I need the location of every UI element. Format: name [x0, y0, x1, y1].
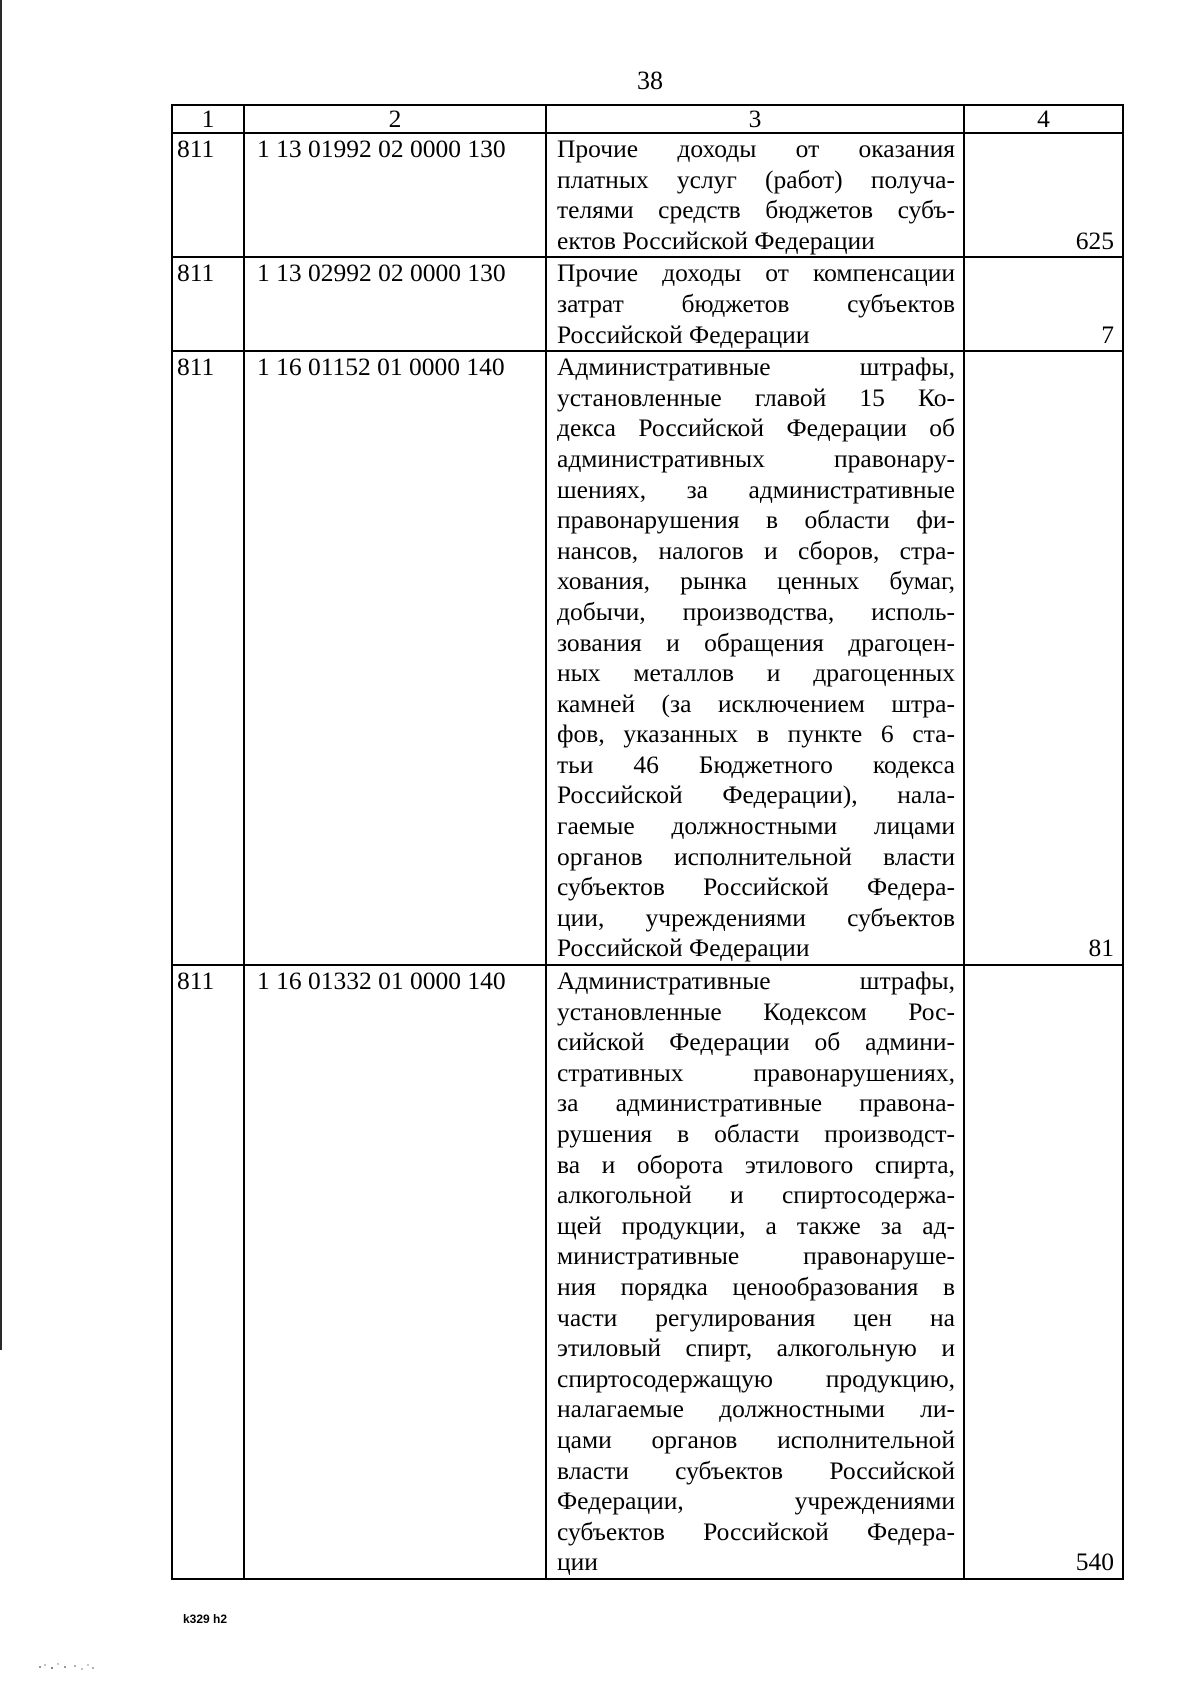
amount-cell: 81 [964, 351, 1123, 965]
revenue-table [171, 104, 1124, 1580]
description-line: сийской Федерации об админи- [557, 1027, 955, 1057]
scan-noise-marks [30, 1655, 110, 1675]
table-row [172, 133, 1123, 257]
description-line: министративные правонаруше- [557, 1241, 955, 1271]
amount-cell: 540 [964, 965, 1123, 1579]
admin-code-cell: 811 [172, 351, 244, 965]
kbk-code-cell: 1 16 01332 01 0000 140 [244, 965, 546, 1579]
description-line: камней (за исключением штра- [557, 688, 955, 718]
description-line: ции [557, 1547, 598, 1577]
scan-edge [0, 0, 2, 1350]
header-col-4: 4 [964, 105, 1123, 133]
description-line: шениях, за административные [557, 474, 955, 504]
description-line: этиловый спирт, алкогольную и [557, 1333, 955, 1363]
description-line: установленные Кодексом Рос- [557, 996, 955, 1026]
table-row [172, 351, 1123, 965]
amount-cell: 7 [964, 257, 1123, 351]
description-line: декса Российской Федерации об [557, 413, 955, 443]
description-line: Административные штрафы, [557, 966, 955, 996]
description-line: органов исполнительной власти [557, 841, 955, 871]
description-line: ции, учреждениями субъектов [557, 902, 955, 932]
description-line: цами органов исполнительной [557, 1424, 955, 1454]
description-line: телями средств бюджетов субъ- [557, 195, 955, 225]
table-body [172, 133, 1123, 1579]
description-line: платных услуг (работ) получа- [557, 164, 955, 194]
description-line: ных металлов и драгоценных [557, 658, 955, 688]
description-cell [546, 257, 964, 351]
description-line: алкогольной и спиртосодержа- [557, 1180, 955, 1210]
description-line: рушения в области производст- [557, 1119, 955, 1148]
description-line: нансов, налогов и сборов, стра- [557, 535, 955, 565]
header-col-2: 2 [244, 105, 546, 133]
admin-code-cell: 811 [172, 965, 244, 1579]
description-line: за административные правона- [557, 1088, 955, 1118]
description-line: ва и оборота этилового спирта, [557, 1149, 955, 1179]
kbk-code-cell: 1 16 01152 01 0000 140 [244, 351, 546, 965]
kbk-code-cell: 1 13 01992 02 0000 130 [244, 133, 546, 257]
description-line: ектов Российской Федерации [557, 225, 875, 255]
description-line: власти субъектов Российской [557, 1455, 955, 1485]
header-col-1: 1 [172, 105, 244, 133]
description-line: добычи, производства, исполь- [557, 596, 955, 626]
admin-code-cell: 811 [172, 133, 244, 257]
description-line: субъектов Российской Федера- [557, 1516, 955, 1546]
page-number: 38 [637, 66, 663, 95]
table-row [172, 257, 1123, 351]
description-line: Прочие доходы от компенсации [557, 258, 955, 288]
description-line: Российской Федерации [557, 933, 810, 963]
description-line: ния порядка ценообразования в [557, 1271, 955, 1301]
description-line: зования и обращения драгоцен- [557, 627, 955, 657]
description-line: Прочие доходы от оказания [557, 134, 955, 163]
kbk-code-cell: 1 13 02992 02 0000 130 [244, 257, 546, 351]
description-line: правонарушения в области фи- [557, 505, 955, 535]
description-cell [546, 133, 964, 257]
admin-code-cell: 811 [172, 257, 244, 351]
description-line: Федерации, учреждениями [557, 1486, 955, 1516]
description-line: Административные штрафы, [557, 352, 955, 382]
description-line: административных правонару- [557, 443, 955, 473]
description-line: субъектов Российской Федера- [557, 872, 955, 902]
description-cell [546, 965, 964, 1579]
description-line: фов, указанных в пункте 6 ста- [557, 719, 955, 749]
description-line: затрат бюджетов субъектов [557, 288, 955, 318]
description-line: Российской Федерации [557, 319, 810, 349]
table-header-row [172, 105, 1123, 133]
description-line: части регулирования цен на [557, 1302, 955, 1332]
footer-code: k329 h2 [183, 1612, 228, 1626]
description-cell [546, 351, 964, 965]
header-col-3: 3 [546, 105, 964, 133]
description-line: спиртосодержащую продукцию, [557, 1363, 955, 1393]
description-line: установленные главой 15 Ко- [557, 382, 955, 412]
amount-cell: 625 [964, 133, 1123, 257]
table-row [172, 965, 1123, 1579]
description-line: стративных правонарушениях, [557, 1057, 955, 1087]
description-line: гаемые должностными лицами [557, 811, 955, 841]
description-line: тьи 46 Бюджетного кодекса [557, 749, 955, 779]
description-line: налагаемые должностными ли- [557, 1394, 955, 1424]
description-line: хования, рынка ценных бумаг, [557, 566, 955, 596]
description-line: щей продукции, а также за ад- [557, 1210, 955, 1240]
description-line: Российской Федерации), нала- [557, 780, 955, 810]
